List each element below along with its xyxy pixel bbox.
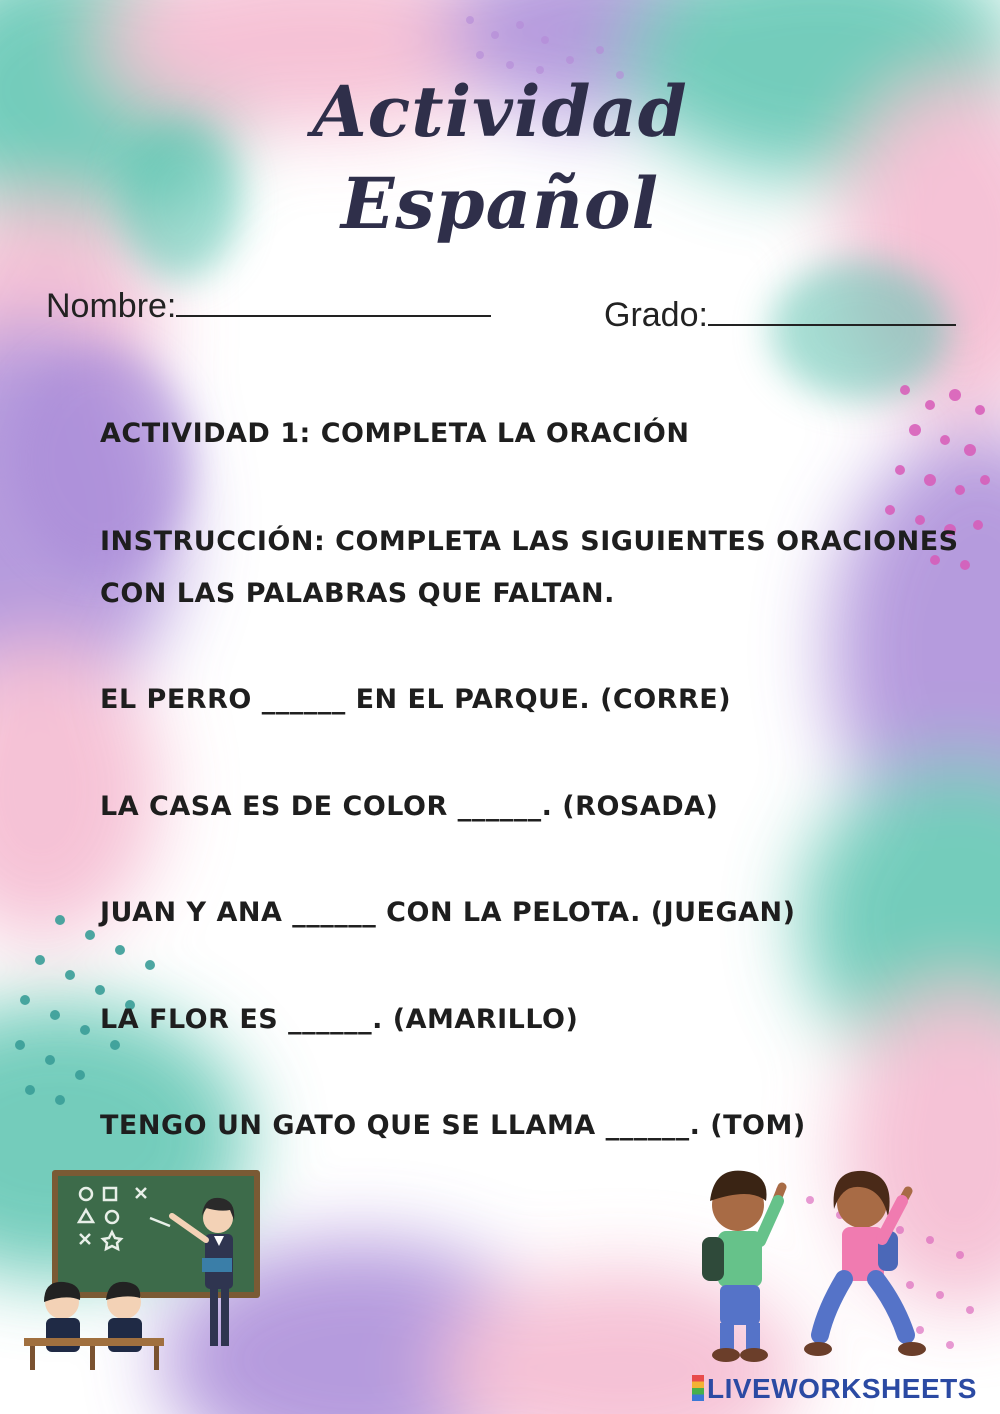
- instruction-line-1: INSTRUCCIÓN: COMPLETA LAS SIGUIENTES ORACIONES: [100, 526, 959, 557]
- kids-illustration: [690, 1165, 950, 1370]
- nombre-field[interactable]: [46, 285, 491, 326]
- liveworksheets-brand[interactable]: [692, 1373, 977, 1405]
- grado-label: Grado:: [604, 296, 708, 334]
- instruction-line-2: CON LAS PALABRAS QUE FALTAN.: [100, 578, 615, 609]
- kid-girl: [804, 1171, 926, 1356]
- activity-heading: ACTIVIDAD 1: COMPLETA LA ORACIÓN: [100, 418, 690, 449]
- live-letters-icon: [692, 1375, 704, 1401]
- title-line-2: Español: [340, 162, 660, 245]
- sentence-2: LA CASA ES DE COLOR ______. (ROSADA): [100, 791, 719, 822]
- nombre-blank[interactable]: [176, 285, 491, 317]
- classroom-illustration: [20, 1168, 270, 1373]
- grado-field[interactable]: [604, 294, 956, 335]
- grado-blank[interactable]: [708, 294, 956, 326]
- sentence-1: EL PERRO ______ EN EL PARQUE. (CORRE): [100, 684, 732, 715]
- nombre-label: Nombre:: [46, 287, 177, 325]
- title-line-1: Actividad: [312, 70, 688, 153]
- sentence-4: LA FLOR ES ______. (AMARILLO): [100, 1004, 579, 1035]
- kid-boy: [702, 1171, 782, 1362]
- brand-text: LIVEWORKSHEETS: [707, 1373, 977, 1404]
- sentence-3: JUAN Y ANA ______ CON LA PELOTA. (JUEGAN): [100, 897, 796, 928]
- sentence-5: TENGO UN GATO QUE SE LLAMA ______. (TOM): [100, 1110, 806, 1141]
